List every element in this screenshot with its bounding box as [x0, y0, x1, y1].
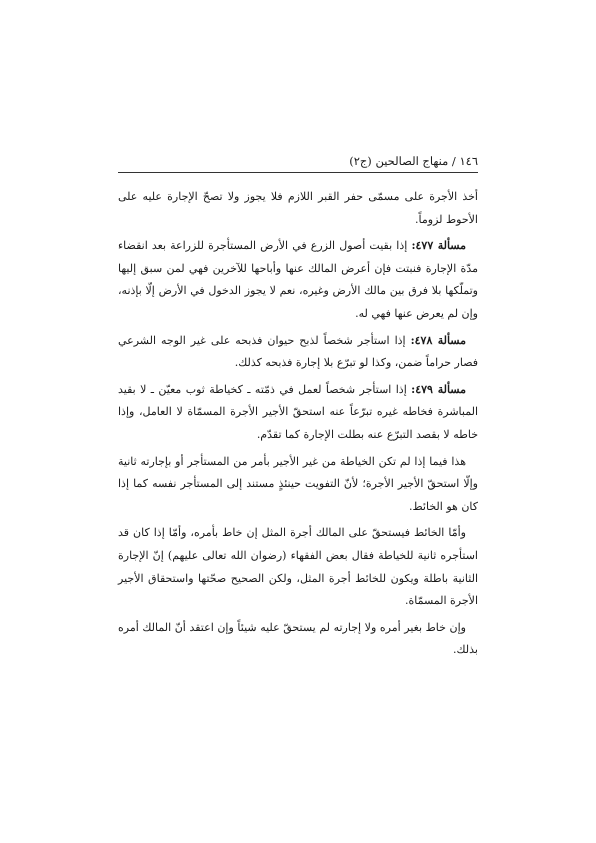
paragraph-text: إذا استأجر شخصاً لذبح حيوان فذبحه على غير الوجه الشرعي فصار حراماً ضمن، وكذا لو تبرّع بلا إجارة فذبحه كذلك.: [118, 333, 478, 370]
paragraph-text: أخذ الأجرة على مسمّى حفر القبر اللازم فلا يجوز ولا تصحّ الإجارة عليه على الأحوط لزوماً.: [118, 190, 478, 226]
issue-label: مسألة ٤٧٨:: [410, 333, 467, 347]
paragraph-text: إذا استأجر شخصاً لعمل في ذمّته ـ كخياطة ثوب معيّن ـ لا بقيد المباشرة فخاطه غيره تبرّعاً عنه استحقّ الأجير الأجرة المسمّاة لا العامل، وإذا خاطه لا بقصد التبرّع عنه بطلت الإجارة كما تقدّم.: [118, 382, 478, 441]
paragraph-issue-479: [118, 379, 478, 447]
issue-label: مسألة ٤٧٧:: [411, 239, 466, 253]
paragraph-issue-478: [118, 330, 478, 375]
paragraph: [118, 522, 478, 612]
running-header: [118, 150, 478, 173]
paragraph-continuation: [118, 186, 478, 231]
paragraph: [118, 451, 478, 519]
page-title: ١٤٦ / منهاج الصالحين (ج٢): [349, 154, 478, 168]
paragraph-text: إذا بقيت أصول الزرع في الأرض المستأجرة للزراعة بعد انقضاء مدّة الإجارة فنبتت فإن أعرض المالك عنها وأباحها للآخرين فهي لمن سبق إليها وتملّكها بلا فرق بين مالك الأرض وغيره، نعم لا يجوز الدخول في الأرض إلّا بإذنه، وإن لم يعرض عنها فهي له.: [118, 239, 478, 320]
issue-label: مسألة ٤٧٩:: [411, 382, 466, 396]
paragraph-text: هذا فيما إذا لم تكن الخياطة من غير الأجير بأمر من المستأجر أو بإجارته ثانية وإلّا استحقّ الأجير الأجرة؛ لأنّ التفويت حينئذٍ مستند إلى المستأجر نفسه كما إذا كان هو الخائط.: [118, 454, 478, 513]
body-text: [118, 186, 478, 666]
paragraph: [118, 617, 478, 662]
paragraph-issue-477: [118, 235, 478, 325]
paragraph-text: وأمّا الخائط فيستحقّ على المالك أجرة المثل إن خاط بأمره، وأمّا إذا كان قد استأجره ثانية للخياطة فقال بعض الفقهاء (رضوان الله تعالى عليهم) إنّ الإجارة الثانية باطلة ويكون للخائط أجرة المثل، ولكن الصحيح صحّتها واستحقاق الأجير الأجرة المسمّاة.: [118, 526, 478, 608]
paragraph-text: وإن خاط بغير أمره ولا إجارته لم يستحقّ عليه شيئاً وإن اعتقد أنّ المالك أمره بذلك.: [118, 620, 478, 657]
